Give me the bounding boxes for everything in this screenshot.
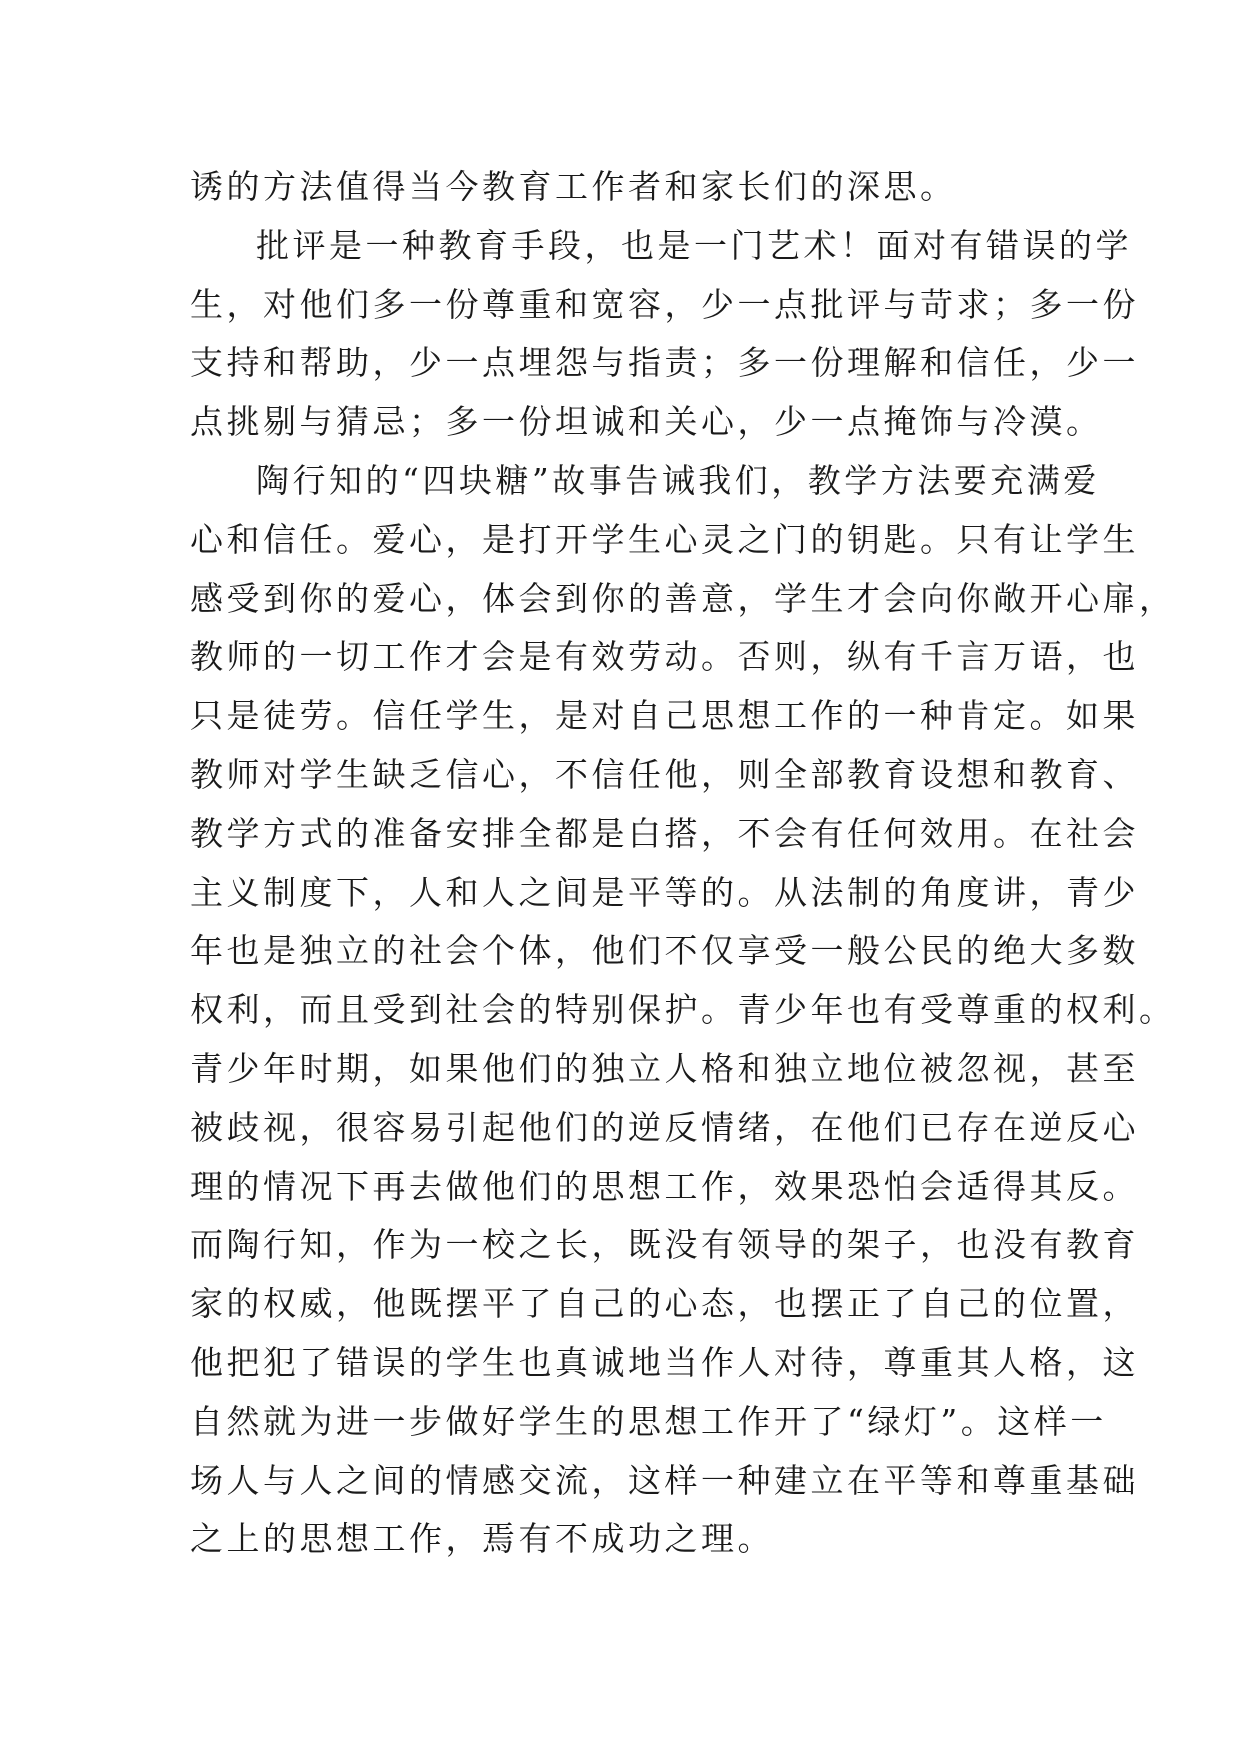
text-line: 诱的方法值得当今教育工作者和家长们的深思。 bbox=[190, 167, 957, 206]
text-line: 权利，而且受到社会的特别保护。青少年也有受尊重的权利。 bbox=[190, 990, 1176, 1030]
text-line: 教师对学生缺乏信心，不信任他，则全部教育设想和教育、 bbox=[190, 754, 1139, 794]
text-line: 陶行知的“四块糖”故事告诫我们，教学方法要充满爱 bbox=[256, 460, 1100, 500]
text-line: 主义制度下，人和人之间是平等的。从法制的角度讲，青少 bbox=[190, 872, 1139, 912]
text-line: 教学方式的准备安排全都是白搭，不会有任何效用。在社会 bbox=[190, 813, 1139, 853]
text-line: 批评是一种教育手段，也是一门艺术！面对有错误的学 bbox=[256, 225, 1132, 265]
text-line: 年也是独立的社会个体，他们不仅享受一般公民的绝大多数 bbox=[190, 931, 1139, 971]
text-line: 他把犯了错误的学生也真诚地当作人对待，尊重其人格，这 bbox=[190, 1342, 1139, 1382]
text-line: 教师的一切工作才会是有效劳动。否则，纵有千言万语，也 bbox=[190, 637, 1139, 677]
text-line: 而陶行知，作为一校之长，既没有领导的架子，也没有教育 bbox=[190, 1225, 1139, 1265]
text-line: 支持和帮助，少一点埋怨与指责；多一份理解和信任，少一 bbox=[190, 343, 1139, 383]
text-line: 感受到你的爱心，体会到你的善意，学生才会向你敞开心扉， bbox=[190, 578, 1176, 618]
text-line: 场人与人之间的情感交流，这样一种建立在平等和尊重基础 bbox=[190, 1460, 1139, 1500]
text-line: 自然就为进一步做好学生的思想工作开了“绿灯”。这样一 bbox=[190, 1401, 1107, 1441]
document-body bbox=[190, 158, 1176, 1569]
text-line: 青少年时期，如果他们的独立人格和独立地位被忽视，甚至 bbox=[190, 1048, 1139, 1088]
text-line: 被歧视，很容易引起他们的逆反情绪，在他们已存在逆反心 bbox=[190, 1107, 1139, 1147]
text-line: 点挑剔与猜忌；多一份坦诚和关心，少一点掩饰与冷漠。 bbox=[190, 402, 1103, 442]
text-line: 之上的思想工作，焉有不成功之理。 bbox=[190, 1519, 774, 1559]
text-line: 心和信任。爱心，是打开学生心灵之门的钥匙。只有让学生 bbox=[190, 519, 1139, 559]
text-line: 生，对他们多一份尊重和宽容，少一点批评与苛求；多一份 bbox=[190, 284, 1139, 324]
text-line: 家的权威，他既摆平了自己的心态，也摆正了自己的位置， bbox=[190, 1284, 1139, 1324]
text-line: 只是徒劳。信任学生，是对自己思想工作的一种肯定。如果 bbox=[190, 696, 1139, 736]
text-line: 理的情况下再去做他们的思想工作，效果恐怕会适得其反。 bbox=[190, 1166, 1139, 1206]
